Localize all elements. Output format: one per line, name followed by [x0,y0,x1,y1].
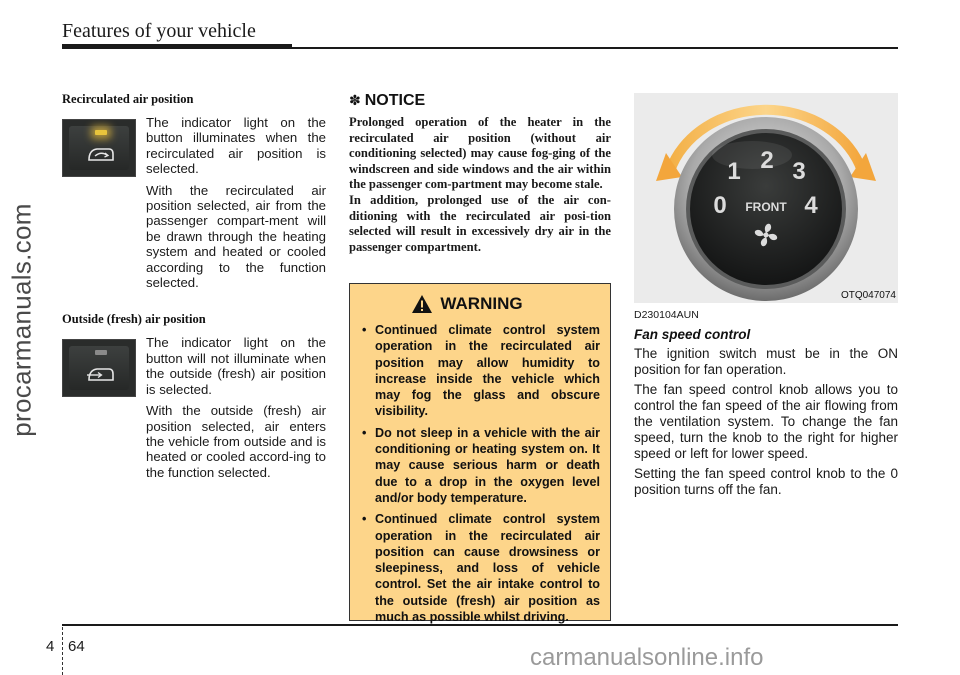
footer-rule [62,624,898,626]
notice-heading [349,92,611,110]
side-watermark [2,170,42,470]
warning-item: • Continued climate control system operation in the recirculated air position can cause drowsiness or sleepiness, and loss of vehicle control. Set the air intake control to the outside (fresh) air position as much as possible whilst driving. [360,511,600,625]
recirculated-block [62,115,326,290]
notice-column [349,92,611,255]
image-code: OTQ047074 [840,290,896,301]
warning-list [360,322,600,625]
fan-paragraph-3: Setting the fan speed control knob to the 0 position turns off the fan. [634,466,898,497]
outside-title: Outside (fresh) air position [62,312,206,327]
fan-paragraph-2: The fan speed control knob allows you to control the fan speed of the air flowing from the ventilation system. To change the fan speed, turn the knob to the right for higher speed or left for lower speed. [634,382,898,461]
outside-button-image [62,339,136,397]
warning-item: • Do not sleep in a vehicle with the air conditioning or heating system on. It may cause serious harm or death due to a drop in the oxygen level and/or body temperature. [360,425,600,506]
outside-paragraph-1: The indicator light on the button will not illuminate when the outside (fresh) air position is selected. [146,335,326,397]
section-code: D230104AUN [634,309,699,321]
recirculated-paragraph-1: The indicator light on the button illuminates when the recirculated air position is selected. [146,115,326,177]
fan-knob-photo [634,93,898,303]
indicator-light-off-icon [95,350,107,355]
warning-triangle-icon [411,294,433,314]
notice-title: NOTICE [364,92,426,109]
page-number: 64 [68,638,85,655]
footer-divider [62,627,63,675]
warning-box [349,283,611,625]
fan-speed-title: Fan speed control [634,327,751,342]
fresh-air-car-icon [87,366,115,382]
header-rule-thin [292,47,898,49]
side-watermark-text: procarmanuals.com [6,203,37,437]
notice-star-icon: ✽ [349,93,361,109]
chapter-number: 4 [46,638,55,655]
notice-paragraph-2: In addition, prolonged use of the air con-ditioning with the recirculated air posi-tion selected will result in excessively dry air in the passenger compartment. [349,192,611,254]
recirculated-button-image [62,119,136,177]
warning-heading [334,294,600,314]
recirculation-car-icon [87,146,115,162]
fan-speed-column [634,93,898,498]
warning-title: WARNING [440,294,523,313]
outside-block [62,335,326,480]
recirculated-title: Recirculated air position [62,92,194,106]
header-rule-thick [62,44,292,49]
knob-number-3: 3 [792,158,806,185]
outside-paragraph-2: With the outside (fresh) air position selected, air enters the vehicle from outside and is heated or cooled accord-ing to the function selected. [146,403,326,480]
knob-number-4: 4 [804,192,818,219]
knob-number-1: 1 [727,158,741,185]
knob-number-2: 2 [760,147,774,174]
knob-label: FRONT [745,200,787,214]
warning-item: • Continued climate control system operation in the recirculated air position may allow humidity to increase inside the vehicle which may fog the glass and obscure visibility. [360,322,600,420]
fan-knob-illustration [634,93,898,303]
knob-number-0: 0 [713,192,727,219]
recirculated-paragraph-2: With the recirculated air position selected, air from the passenger compart-ment will be drawn through the heating system and heated or cooled according to the function selected. [146,182,326,291]
indicator-light-on-icon [95,130,107,135]
footer-watermark: carmanualsonline.info [530,644,764,671]
notice-paragraph-1: Prolonged operation of the heater in the recirculated air position (without air conditioning selected) may cause fog-ging of the windscreen and side windows and the air within the passenger com-partment may become stale. [349,115,611,192]
page-header-title: Features of your vehicle [62,20,256,42]
air-position-column [62,92,326,480]
fan-paragraph-1: The ignition switch must be in the ON position for fan operation. [634,346,898,377]
